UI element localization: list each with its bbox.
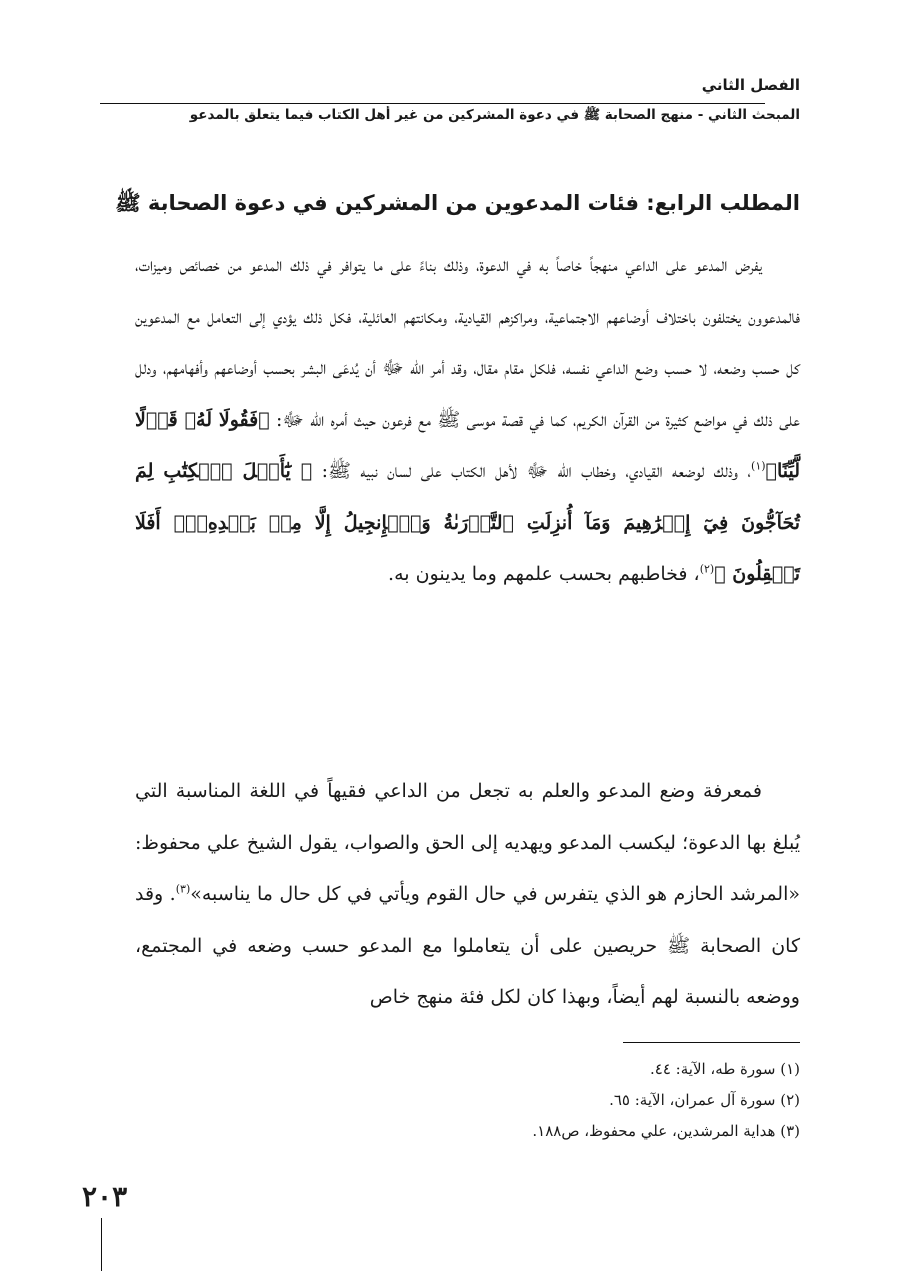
- paragraph-text: . وقد كان الصحابة ﷺ حريصين على أن يتعاملوا مع المدعو حسب وضعه في المجتمع، ووضعه بالنسبة لهم أيضاً، وبهذا كان لكل فئة منهج خاص: [135, 883, 800, 1008]
- footnote-ref: (٣): [175, 882, 191, 896]
- footnote-item: (٢) سورة آل عمران، الآية: ٦٥.: [609, 1091, 800, 1109]
- section-title: المطلب الرابع: فئات المدعوين من المشركين في دعوة الصحابة ﷺ: [115, 191, 800, 215]
- page-number: ٢٠٣: [82, 1180, 128, 1213]
- paragraph-text: ، فخاطبهم بحسب علمهم وما يدينون به.: [388, 563, 700, 585]
- footnote-ref: (١): [751, 459, 766, 473]
- running-header-section: المبحث الثاني - منهج الصحابة ﷺ في دعوة المشركين من غير أهل الكتاب فيما يتعلق بالمدعو: [189, 107, 800, 123]
- footnote-item: (١) سورة طه، الآية: ٤٤.: [650, 1060, 800, 1078]
- body-paragraph-2: [135, 766, 800, 1024]
- paragraph-text: فمعرفة وضع المدعو والعلم به تجعل من الداعي فقيهاً في اللغة المناسبة التي يُبلغ بها الدعوة؛ ليكسب المدعو ويهديه إلى الحق والصواب، يقول الشيخ علي محفوظ: «المرشد الحازم هو الذي يتفرس في حال القوم ويأتي في كل حال ما يناسبه»: [135, 780, 800, 905]
- header-divider: [100, 103, 765, 104]
- running-header-chapter: الفصل الثاني: [701, 76, 800, 94]
- footnote-item: (٣) هداية المرشدين، علي محفوظ، ص١٨٨.: [532, 1122, 800, 1140]
- footnotes: [135, 1054, 800, 1147]
- quran-verse: ﴿فَقُولَا لَهُۥ قَوۡلًا لَّيِّنًا﴾: [135, 408, 800, 482]
- paragraph-text: يفرض المدعو على الداعي منهجاً خاصاً به في الدعوة، وذلك بناءً على ما يتوافر في ذلك المدعو من خصائص وميزات، فالمدعوون يختلفون باختلاف أوضاعهم الاجتماعية، ومراكزهم القيادية، ومكانتهم العائلية، فكل ذلك يؤدي إلى التعامل مع المدعوين كل حسب وضعه، لا حسب وضع الداعي نفسه، فلكل مقام مقال، وقد أمر الله ﷻ أن يُدعَى البشر بحسب أوضاعهم وأفهامهم، ودلل على ذلك في مواضع كثيرة من القرآن الكريم، كما في قصة موسى ﷺ مع فرعون حيث أمره الله ﷻ:: [135, 254, 800, 431]
- footnote-divider: [623, 1042, 800, 1043]
- footnote-ref: (٢): [699, 562, 715, 576]
- body-paragraph-1: [135, 240, 800, 601]
- margin-line: [101, 1218, 102, 1271]
- paragraph-text: ، وذلك لوضعه القيادي، وخطاب الله ﷻ لأهل الكتاب على لسان نبيه ﷺ:: [321, 460, 752, 482]
- quran-verse: ﴿ يَٰٓأَهۡلَ ٱلۡكِتَٰبِ لِمَ تُحَآجُّونَ فِيٓ إِبۡرَٰهِيمَ وَمَآ أُنزِلَتِ ٱلتَّوۡرَىٰةُ وَٱلۡإِنجِيلُ إِلَّا مِنۢ بَعۡدِهِۦٓۚ أَفَلَا تَعۡقِلُونَ ﴾: [135, 460, 800, 585]
